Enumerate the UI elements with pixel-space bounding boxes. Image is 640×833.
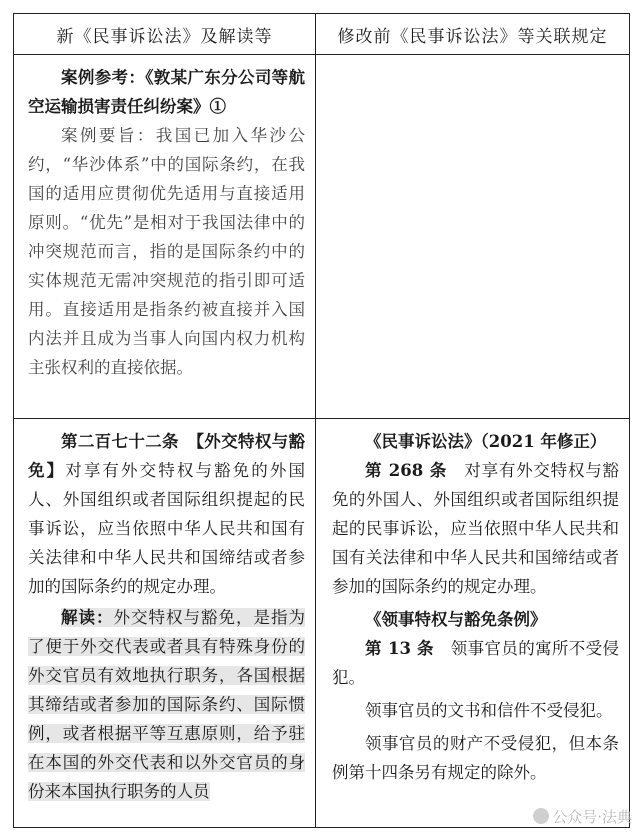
- law1-article-number: 第 268 条: [365, 461, 448, 480]
- law1-title: 《民事诉讼法》（2021 年修正）: [365, 432, 607, 451]
- related-provisions-cell: [316, 419, 630, 828]
- watermark-text: 公众号·法典: [552, 808, 632, 826]
- law2-title: 《领事特权与豁免条例》: [365, 610, 547, 629]
- article-272-row: [14, 419, 630, 828]
- interpretation-text: [28, 603, 305, 806]
- case-related-cell: [316, 55, 630, 419]
- article-272-heading: 第二百七十二条 【外交特权与豁免】: [28, 432, 305, 480]
- interpretation-body: 外交特权与豁免，是指为了便于外交代表或者具有特殊身份的外交官员有效地执行职务，各国根据其缔结或者参加的国际条约、国际惯例，或者根据平等互惠原则，给予驻在本国的外交代表和以外交官员的身份来本国执行职务的人员: [28, 608, 305, 801]
- article-272-text: [28, 427, 305, 601]
- case-reference: 案例参考：《敦某广东分公司等航空运输损害责任纠纷案》①: [28, 68, 305, 116]
- header-old-law: 修改前《民事诉讼法》等关联规定: [316, 14, 630, 55]
- interpretation-label: 解读：: [61, 608, 114, 627]
- law2-paragraph-3: 领事官员的财产不受侵犯，但本条例第十四条另有规定的除外。: [332, 734, 619, 782]
- article-272-body: 对享有外交特权与豁免的外国人、外国组织或者国际组织提起的民事诉讼，应当依照中华人民共和国有关法律和中华人民共和国缔结或者参加的国际条约的规定办理。: [28, 461, 306, 596]
- article-272-cell: [14, 419, 316, 828]
- comparison-table: [13, 13, 630, 828]
- law2-article: [332, 634, 619, 692]
- header-new-law: 新《民事诉讼法》及解读等: [14, 14, 316, 55]
- law2-paragraph-2: 领事官员的文书和信件不受侵犯。: [365, 701, 613, 720]
- law2-article-body: 领事官员的寓所不受侵犯。: [332, 639, 620, 687]
- watermark: [533, 806, 632, 827]
- case-row: [14, 55, 630, 419]
- law1-article: [332, 456, 619, 601]
- law1-article-body: 对享有外交特权与豁免的外国人、外国组织或者国际组织提起的民事诉讼，应当依照中华人民共和国有关法律和中华人民共和国缔结或者参加的国际条约的规定办理。: [332, 461, 620, 596]
- wechat-logo-icon: [533, 808, 549, 824]
- case-cell: [14, 55, 316, 419]
- law2-article-number: 第 13 条: [365, 639, 434, 658]
- case-gist: 案例要旨：我国已加入华沙公约，“华沙体系”中的国际条约，在我国的适用应贯彻优先适用与直接适用原则。“优先”是相对于我国法律中的冲突规范而言，指的是国际条约中的实体规范无需冲突规范的指引即可适用。直接适用是指条约被直接并入国内法并且成为当事人向国内权力机构主张权利的直接依据。: [28, 126, 305, 377]
- header-row: [14, 14, 630, 55]
